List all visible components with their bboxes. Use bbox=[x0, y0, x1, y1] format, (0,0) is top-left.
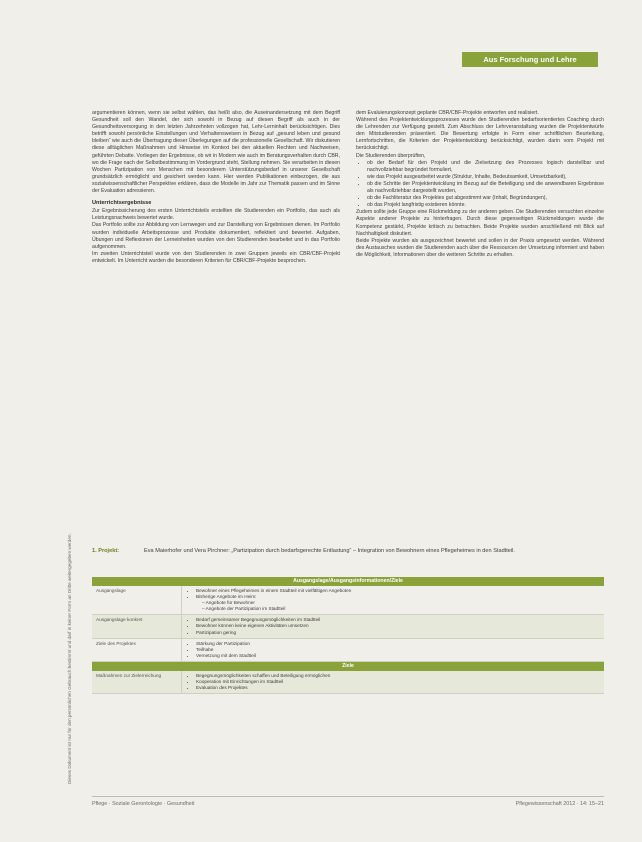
table-row bbox=[92, 615, 604, 638]
right-column bbox=[356, 110, 604, 259]
table-row-key: Ziele des Projektes bbox=[92, 639, 182, 661]
table-item: • Partizipation gering bbox=[196, 630, 598, 636]
table-item: • Bewohner eines Pflegeheimes in einem Stadtteil mit vielfältigen Angeboten bbox=[196, 588, 598, 594]
table-row-value bbox=[182, 615, 604, 637]
left-column bbox=[92, 110, 340, 265]
table-subitem: – Angebote der Partizipation im Stadtteil bbox=[202, 606, 286, 612]
left-paragraph-4: Im zweiten Unterrichtsteil wurde von den Studierenden in zwei Gruppen jeweils ein CBR/CBF-Projekt entwickelt. Im Unterricht wurden die besonderen Kriterien für CBR/CBF-Projekte besprochen. bbox=[92, 250, 340, 264]
list-item: • ob die Schritte der Projektentwicklung im Bezug auf die Beteiligung und die anwendbaren Ergebnisse als nachvollziehbar dargestellt wurden, bbox=[367, 181, 604, 195]
project-label: 1. Projekt: bbox=[92, 548, 120, 554]
side-copyright-text: Dieses Dokument ist nur für den persönlichen Gebrauch bestimmt und darf in keiner Form an Dritte weitergegeben werden. bbox=[67, 533, 72, 784]
left-paragraph-1: argumentieren können, wenn sie selbst wählen, das heißt also, die Auseinandersetzung mit dem Begriff Gesundheit soll den Wandel, der sich sowohl in Bezug auf diesen Begriff als auch in der Gesundheitsversorgung in den letzten Jahrzehnten vollzogen hat, Lehr-Lerninhalt berücksichtigen. Dies betrifft sowohl persönliche Einstellungen und Verhaltensweisen in Bezug auf „gesund leben und gesund bleiben“ wie auch die Übertragung dieser Überlegungen auf die professionelle Gesellschaft. Wir diskutieren diese alltäglichen Maßnahmen und Hinweise im Kontext bei den aktuellen Rechten und Nachweisen, geführten Debatte. Vorliegen der Ergebnisse, ob wir in Modern wie auch im Beratungsverhalten durch CBR, wo die Frage nach der Selbstbestimmung im Vordergrund steht, Stellung nehmen. Sie verarbeiten in diesen Wochen Partizipation von Menschen mit besonderem Unterstützungsbedarf in unserer Gesellschaft grundsätzlich ermöglicht und gesichert werden kann. Hier werden Publikationen einbezogen, die aus sozialwissenschaftlicher Perspektive erklären, dass die Modelle im Jahr zur Thematik passen und im Sinne der Evaluation adressieren. bbox=[92, 110, 340, 195]
table-item: • Bisherige Angebote im Heim: bbox=[196, 594, 598, 600]
table-row-key: Ausgangslage bbox=[92, 586, 182, 614]
table-row-key: Ausgangslage konkret bbox=[92, 615, 182, 637]
footer-left: Pflege · Soziale Gerontologie · Gesundheit bbox=[92, 801, 195, 807]
table-subitem: – Angebote für Bewohner bbox=[202, 600, 255, 606]
table-item: • Stärkung der Partizipation bbox=[196, 641, 598, 647]
table-row bbox=[92, 586, 604, 615]
table-band-1: Ausgangslage/Ausgangsinformationen/Ziele bbox=[92, 577, 604, 586]
list-intro: Die Studierenden überprüften, bbox=[356, 152, 426, 159]
table-item: • Evaluation des Projektes bbox=[196, 685, 598, 691]
right-paragraph-1: dem Evaluierungskonzept geplante CBR/CBF-Projekte entworfen und realisiert. bbox=[356, 110, 539, 116]
table-item: • Vernetzung mit dem Stadtteil bbox=[196, 653, 598, 659]
table-item: • Kooperation mit Einrichtungen im Stadtteil bbox=[196, 679, 598, 685]
table-subitem-text: Angebote der Partizipation im Stadtteil bbox=[205, 606, 286, 612]
project-table bbox=[92, 577, 604, 694]
list-item: • ob das Projekt langfristig existieren könnte. bbox=[367, 202, 604, 209]
table-row-value bbox=[182, 586, 604, 614]
table-item: • Bedarf gemeinsamer Begegnungsmöglichkeiten im Stadtteil bbox=[196, 617, 598, 623]
project-text: Eva Maierhofer und Vera Pirchner: „Partizipation durch bedarfsgerechte Entlastung“ – Integration von Bewohnern eines Pflegeheimes in den Stadtteil. bbox=[144, 548, 515, 554]
table-row-key: Maßnahmen zur Zielerreichung bbox=[92, 671, 182, 693]
section-tag: Aus Forschung und Lehre bbox=[462, 52, 598, 67]
table-row bbox=[92, 639, 604, 662]
list-item: • wie das Projekt ausgearbeitet wurde (Struktur, Inhalte, Bedeutsamkeit, Umsetzbarkeit), bbox=[367, 174, 604, 181]
list-item: • ob die Fachliteratur des Projektes gut abgestimmt war (Inhalt, Begründungen), bbox=[367, 195, 604, 202]
table-item: • Teilhabe bbox=[196, 647, 598, 653]
table-subitem-text: Angebote für Bewohner bbox=[205, 600, 255, 606]
table-row bbox=[92, 671, 604, 694]
table-item: • Bewohner können keine eigenen Aktivitäten umsetzen bbox=[196, 623, 598, 629]
footer-right: Pflegewissenschaft 2012 · 14: 15–21 bbox=[515, 801, 604, 807]
table-row-value bbox=[182, 671, 604, 693]
side-copyright-note bbox=[58, 84, 70, 784]
section-heading: Unterrichtsergebnisse bbox=[92, 200, 152, 207]
table-item: • Begegnungsmöglichkeiten schaffen und Beteiligung ermöglichen bbox=[196, 673, 598, 679]
table-band-2: Ziele bbox=[92, 662, 604, 671]
left-paragraph-3: Das Portfolio sollte zur Abbildung von Lernwegen und zur Darstellung von Ergebnissen dienen. Im Portfolio wurden individuelle Arbeitsprozesse und Produkte dokumentiert, reflektiert und bewertet. Aufgaben, Übungen und Reflexionen der Lerneinheiten wurden von den Studierenden bearbeitet und in das Portfolio aufgenommen. bbox=[92, 222, 340, 250]
right-paragraph-3: Zudem sollte jede Gruppe eine Rückmeldung zu der anderen geben. Die Studierenden versuchten einzelne Aspekte anderer Projekte zu hinterfragen. Durch diese gegenseitigen Rückmeldungen wurde die Kompetenz gestärkt, Projekte kritisch zu betrachten. Beide Projekte wurden anschließend mit Blick auf Nachhaltigkeit diskutiert. bbox=[356, 209, 604, 237]
list-item: • ob der Bedarf für den Projekt und die Zielsetzung des Prozesses logisch darstellbar und nachvollziehbar begründet formuliert, bbox=[367, 160, 604, 174]
table-row-value bbox=[182, 639, 604, 661]
right-paragraph-4: Beide Projekte wurden als ausgezeichnet bewertet und sollen in der Praxis umgesetzt werden. Während des Austausches wurden die Studierenden auch über die Ressourcen der Umsetzung informiert und haben die Möglichkeit, Informationen über die weiteren Schritte zu erhalten. bbox=[356, 237, 604, 258]
page-footer bbox=[92, 796, 604, 807]
left-paragraph-2: Zur Ergebnissicherung des ersten Unterrichtsteils erstellten die Studierenden ein Portfolio, das auch als Leistungsnachweis bewertet wurde. bbox=[92, 208, 340, 222]
right-paragraph-2: Während des Projektentwicklungsprozesses wurde den Studierenden bedarfsorientiertes Coaching durch die Lehrenden zur Verfügung gestellt. Zum Abschluss der Lehrveranstaltung wurden die Projektentwürfe den Mitstudierenden präsentiert. Die Bewertung erfolgte in Form einer schriftlichen Beurteilung, Lernfortschritten, die Kriterien der Projektentwicklung berücksichtigt, wurden darin vom Projekt mit berücksichtigt. bbox=[356, 117, 604, 152]
criteria-list bbox=[356, 160, 604, 210]
